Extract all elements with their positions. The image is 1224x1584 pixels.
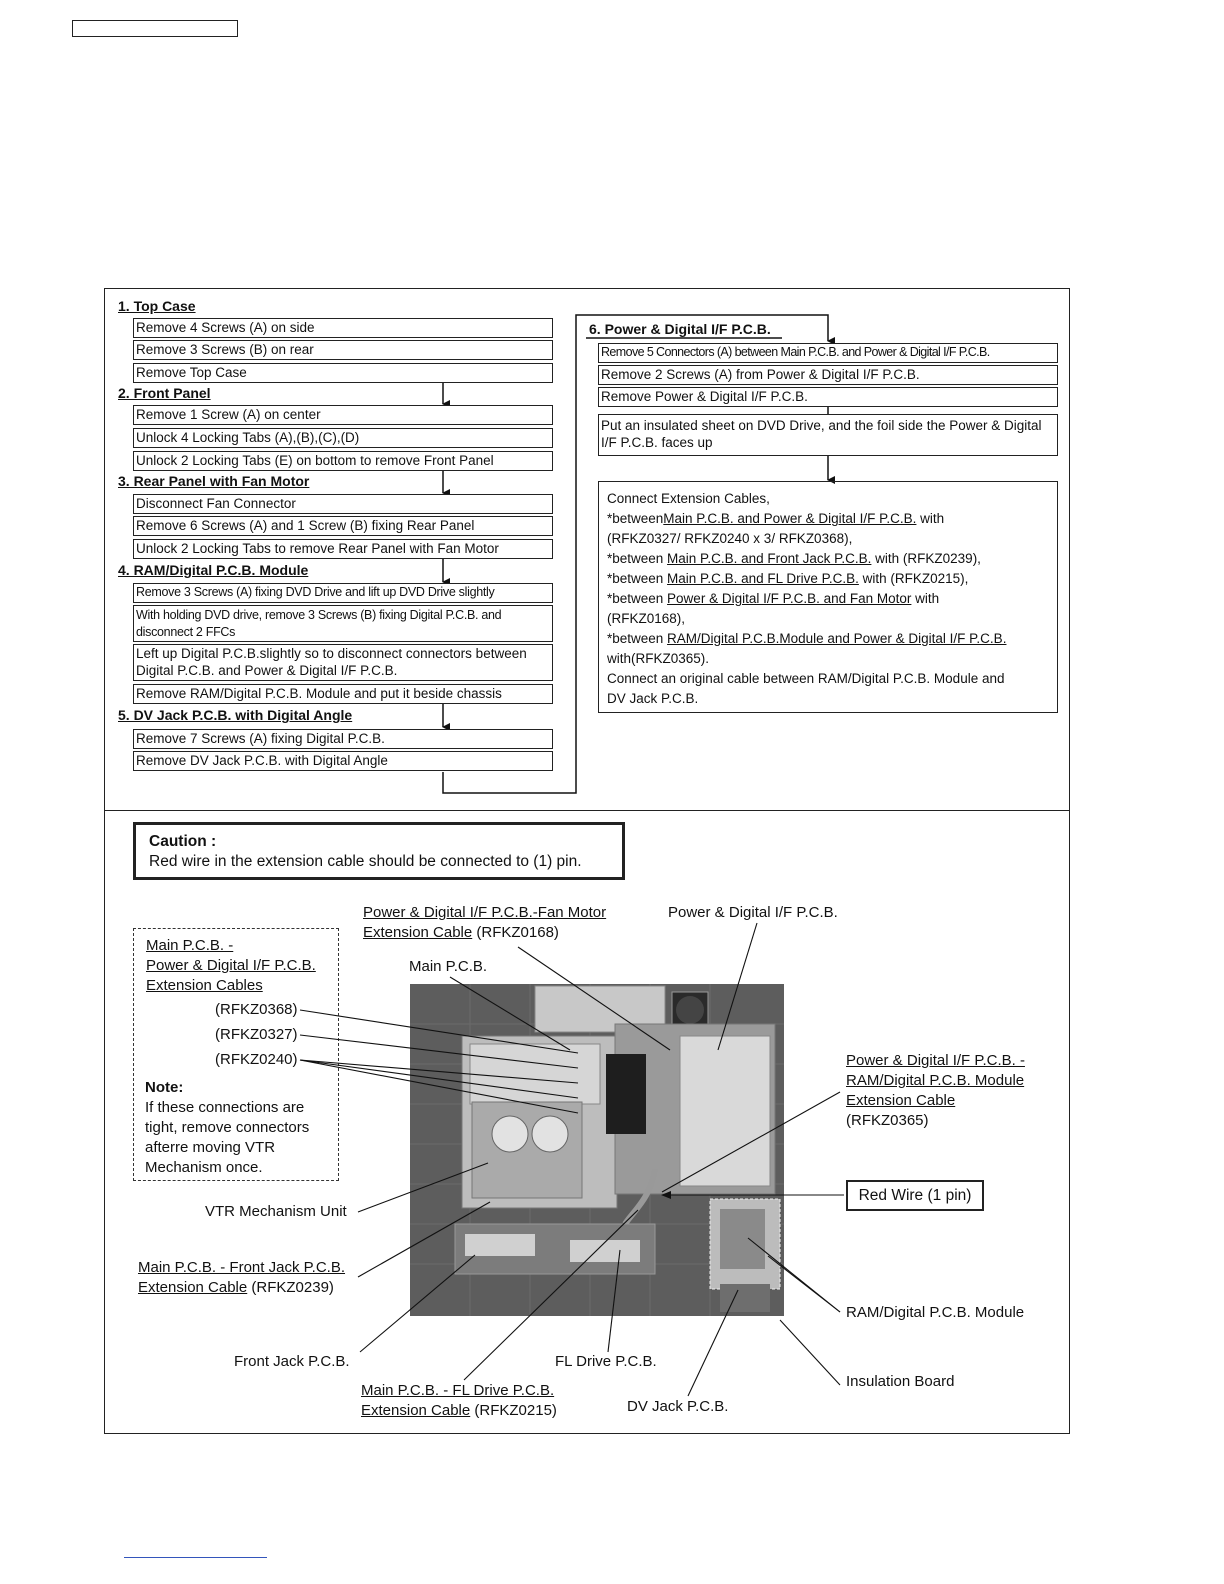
ram-module-label: RAM/Digital P.C.B. Module bbox=[846, 1304, 1025, 1321]
step-6-3: Remove Power & Digital I/F P.C.B. bbox=[598, 387, 1058, 407]
step-6-1: Remove 5 Connectors (A) between Main P.C.B. and Power & Digital I/F P.C.B. bbox=[598, 343, 1058, 363]
note-line-4: Mechanism once. bbox=[145, 1159, 263, 1176]
fan-cable-label-2a: Extension Cable bbox=[363, 924, 473, 941]
connect-line-8b: RAM/Digital P.C.B.Module and Power & Digital I/F P.C.B. bbox=[667, 631, 1007, 646]
main-power-cables-title-3: Extension Cables bbox=[146, 977, 263, 994]
power-pcb-label: Power & Digital I/F P.C.B. bbox=[668, 904, 838, 921]
connect-line-2a: *between bbox=[607, 511, 664, 526]
main-pcb-label: Main P.C.B. bbox=[409, 958, 488, 975]
fan-cable-label-1: Power & Digital I/F P.C.B.-Fan Motor bbox=[363, 904, 607, 921]
connect-line-6a: *between bbox=[607, 591, 668, 606]
fl-cable-label-2b: (RFKZ0215) bbox=[470, 1402, 557, 1419]
connect-line-5c: with (RFKZ0215), bbox=[858, 571, 969, 586]
connect-line-2b: Main P.C.B. and Power & Digital I/F P.C.B. bbox=[663, 511, 917, 526]
red-wire-label: Red Wire (1 pin) bbox=[846, 1180, 984, 1211]
step-6-4: Put an insulated sheet on DVD Drive, and the foil side the Power & Digital I/F P.C.B. faces up bbox=[598, 414, 1058, 456]
ram-cable-label-2: RAM/Digital P.C.B. Module bbox=[846, 1072, 1025, 1089]
step-2-3: Unlock 2 Locking Tabs (E) on bottom to remove Front Panel bbox=[133, 451, 553, 471]
section-2-title: 2. Front Panel bbox=[118, 385, 211, 401]
connect-line-6b: Power & Digital I/F P.C.B. and Fan Motor bbox=[667, 591, 912, 606]
step-3-2: Remove 6 Screws (A) and 1 Screw (B) fixing Rear Panel bbox=[133, 516, 553, 536]
caution-title: Caution : bbox=[149, 833, 217, 850]
label-rfkz0240: (RFKZ0240) bbox=[215, 1051, 298, 1068]
step-2-2: Unlock 4 Locking Tabs (A),(B),(C),(D) bbox=[133, 428, 553, 448]
note-line-3: afterre moving VTR bbox=[145, 1139, 276, 1156]
label-rfkz0327: (RFKZ0327) bbox=[215, 1026, 298, 1043]
note-line-2: tight, remove connectors bbox=[145, 1119, 310, 1136]
fan-cable-label-2b: (RFKZ0168) bbox=[472, 924, 559, 941]
front-cable-label-2b: (RFKZ0239) bbox=[247, 1279, 334, 1296]
section-3-title: 3. Rear Panel with Fan Motor bbox=[118, 473, 310, 489]
main-power-cables-title-2: Power & Digital I/F P.C.B. bbox=[146, 957, 316, 974]
connect-line-3: (RFKZ0327/ RFKZ0240 x 3/ RFKZ0368), bbox=[607, 531, 853, 546]
note-title: Note: bbox=[145, 1079, 184, 1096]
connect-line-11: DV Jack P.C.B. bbox=[607, 691, 699, 706]
step-3-3: Unlock 2 Locking Tabs to remove Rear Panel with Fan Motor bbox=[133, 539, 553, 559]
fl-cable-label-1: Main P.C.B. - FL Drive P.C.B. bbox=[361, 1382, 555, 1399]
section-6-title: 6. Power & Digital I/F P.C.B. bbox=[589, 321, 771, 337]
connect-line-8a: *between bbox=[607, 631, 668, 646]
front-jack-label: Front Jack P.C.B. bbox=[234, 1353, 350, 1370]
caution-text: Red wire in the extension cable should be connected to (1) pin. bbox=[149, 853, 582, 870]
connect-line-5b: Main P.C.B. and FL Drive P.C.B. bbox=[667, 571, 859, 586]
dv-jack-label: DV Jack P.C.B. bbox=[627, 1398, 729, 1415]
step-4-1: Remove 3 Screws (A) fixing DVD Drive and lift up DVD Drive slightly bbox=[133, 583, 553, 603]
connect-line-4a: *between bbox=[607, 551, 668, 566]
step-3-1: Disconnect Fan Connector bbox=[133, 494, 553, 514]
ram-cable-label-3: Extension Cable bbox=[846, 1092, 956, 1109]
connect-line-4c: with (RFKZ0239), bbox=[871, 551, 981, 566]
section-4-title: 4. RAM/Digital P.C.B. Module bbox=[118, 562, 309, 578]
step-1-2: Remove 3 Screws (B) on rear bbox=[133, 340, 553, 360]
connect-line-5a: *between bbox=[607, 571, 668, 586]
step-6-2: Remove 2 Screws (A) from Power & Digital I/F P.C.B. bbox=[598, 365, 1058, 385]
connect-line-2c: with bbox=[916, 511, 945, 526]
step-1-1: Remove 4 Screws (A) on side bbox=[133, 318, 553, 338]
step-5-2: Remove DV Jack P.C.B. with Digital Angle bbox=[133, 751, 553, 771]
label-rfkz0368: (RFKZ0368) bbox=[215, 1001, 298, 1018]
step-2-1: Remove 1 Screw (A) on center bbox=[133, 405, 553, 425]
connect-line-1: Connect Extension Cables, bbox=[607, 491, 770, 506]
ram-cable-label-4: (RFKZ0365) bbox=[846, 1112, 929, 1129]
step-4-4: Remove RAM/Digital P.C.B. Module and put it beside chassis bbox=[133, 684, 553, 704]
step-4-2: With holding DVD drive, remove 3 Screws (B) fixing Digital P.C.B. and disconnect 2 FFCs bbox=[133, 605, 553, 642]
connect-line-10: Connect an original cable between RAM/Digital P.C.B. Module and bbox=[607, 671, 1005, 686]
front-cable-label-2a: Extension Cable bbox=[138, 1279, 248, 1296]
connect-line-7: (RFKZ0168), bbox=[607, 611, 686, 626]
step-4-3: Left up Digital P.C.B.slightly so to disconnect connectors between Digital P.C.B. and Power & Digital I/F P.C.B. bbox=[133, 644, 553, 681]
insulation-board-label: Insulation Board bbox=[846, 1373, 955, 1390]
connect-line-9: with(RFKZ0365). bbox=[607, 651, 710, 666]
fl-drive-label: FL Drive P.C.B. bbox=[555, 1353, 657, 1370]
main-power-cables-title-1: Main P.C.B. - bbox=[146, 937, 234, 954]
section-5-title: 5. DV Jack P.C.B. with Digital Angle bbox=[118, 707, 353, 723]
section-1-title: 1. Top Case bbox=[118, 298, 196, 314]
fl-cable-label-2a: Extension Cable bbox=[361, 1402, 471, 1419]
front-cable-label-1: Main P.C.B. - Front Jack P.C.B. bbox=[138, 1259, 346, 1276]
connect-line-6c: with bbox=[911, 591, 940, 606]
ram-cable-label-1: Power & Digital I/F P.C.B. - bbox=[846, 1052, 1025, 1069]
note-line-1: If these connections are bbox=[145, 1099, 305, 1116]
vtr-mechanism-label: VTR Mechanism Unit bbox=[205, 1203, 347, 1220]
step-1-3: Remove Top Case bbox=[133, 363, 553, 383]
footer-link-line bbox=[124, 1557, 267, 1558]
step-5-1: Remove 7 Screws (A) fixing Digital P.C.B. bbox=[133, 729, 553, 749]
connect-line-4b: Main P.C.B. and Front Jack P.C.B. bbox=[667, 551, 872, 566]
